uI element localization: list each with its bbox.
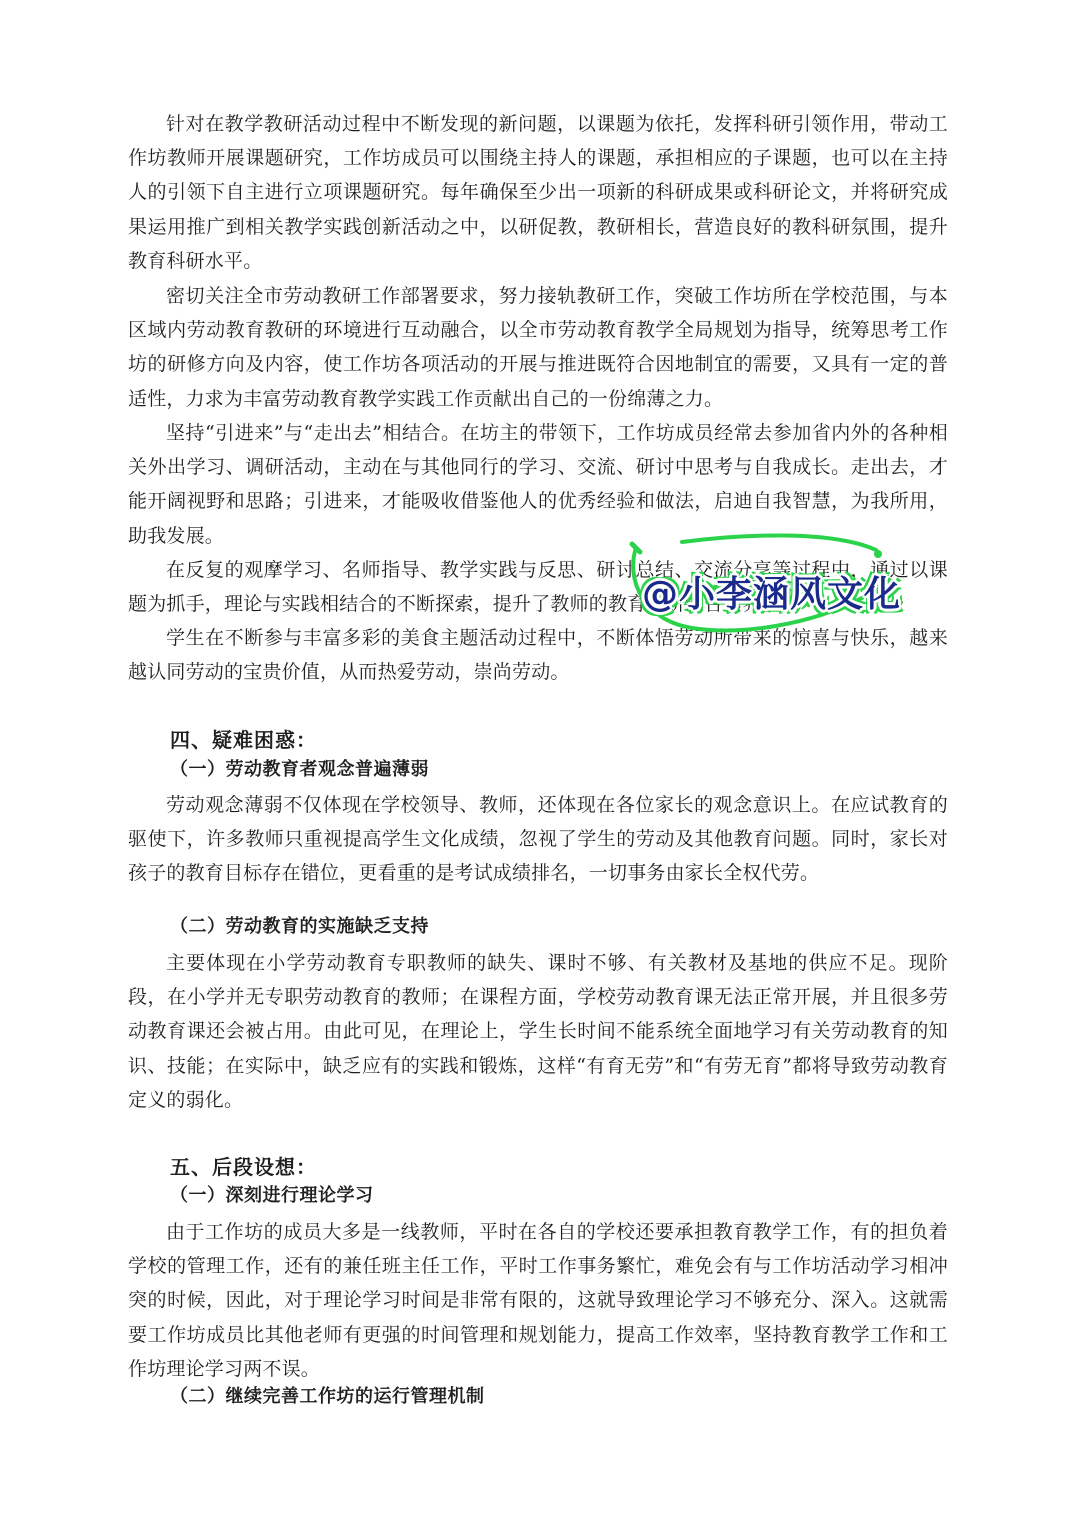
section-heading-future-plans: 五、后段设想： — [170, 1155, 317, 1179]
paragraph-weak-awareness: 劳动观念薄弱不仅体现在学校领导、教师，还体现在各位家长的观念意识上。在应试教育的驱使下，许多教师只重视提高学生文化成绩，忽视了学生的劳动及其他教育问题。同时，家长对孩子的教育目标存在错位，更看重的是考试成绩排名，一切事务由家长全权代劳。 — [128, 794, 948, 885]
paragraph-observation-learning: 在反复的观摩学习、名师指导、教学实践与反思、研讨总结、交流分享等过程中，通过以课题为抓手，理论与实践相结合的不断探索，提升了教师的教育科研综合素养。 — [128, 559, 948, 616]
subheading-weak-awareness: （一）劳动教育者观念普遍薄弱 — [170, 759, 429, 780]
subheading-lack-of-support: （二）劳动教育的实施缺乏支持 — [170, 916, 429, 937]
watermark-text: @小李涵风文化 — [642, 574, 902, 615]
paragraph-bring-in-go-out: 坚持“引进来”与“走出去”相结合。在坊主的带领下，工作坊成员经常去参加省内外的各种相关外出学习、调研活动，主动在与其他同行的学习、交流、研讨中思考与自我成长。走出去，才能开阔视野和思路；引进来，才能吸收借鉴他人的优秀经验和做法，启迪自我智慧，为我所用，助我发展。 — [128, 422, 948, 547]
subheading-management-mechanism: （二）继续完善工作坊的运行管理机制 — [170, 1386, 485, 1407]
paragraph-students-love-labor: 学生在不断参与丰富多彩的美食主题活动过程中，不断体悟劳动所带来的惊喜与快乐，越来越认同劳动的宝贵价值，从而热爱劳动，崇尚劳动。 — [128, 627, 948, 684]
paragraph-lack-of-support: 主要体现在小学劳动教育专职教师的缺失、课时不够、有关教材及基地的供应不足。现阶段，在小学并无专职劳动教育的教师；在课程方面，学校劳动教育课无法正常开展，并且很多劳动教育课还会被占用。由此可见，在理论上，学生长时间不能系统全面地学习有关劳动教育的知识、技能；在实际中，缺乏应有的实践和锻炼，这样“有育无劳”和“有劳无育”都将导致劳动教育定义的弱化。 — [128, 952, 948, 1111]
paragraph-city-teaching-research: 密切关注全市劳动教研工作部署要求，努力接轨教研工作，突破工作坊所在学校范围，与本区域内劳动教育教研的环境进行互动融合，以全市劳动教育教学全局规划为指导，统筹思考工作坊的研修方向及内容，使工作坊各项活动的开展与推进既符合因地制宜的需要，又具有一定的普适性，力求为丰富劳动教育教学实践工作贡献出自己的一份绵薄之力。 — [128, 285, 948, 410]
paragraph-theory-study: 由于工作坊的成员大多是一线教师，平时在各自的学校还要承担教育教学工作，有的担负着学校的管理工作，还有的兼任班主任工作，平时工作事务繁忙，难免会有与工作坊活动学习相冲突的时候，因此，对于理论学习时间是非常有限的，这就导致理论学习不够充分、深入。这就需要工作坊成员比其他老师有更强的时间管理和规划能力，提高工作效率，坚持教育教学工作和工作坊理论学习两不误。 — [128, 1221, 948, 1380]
watermark-overlay — [622, 528, 902, 658]
subheading-theory-study: （一）深刻进行理论学习 — [170, 1185, 374, 1206]
paragraph-research-topics: 针对在教学教研活动过程中不断发现的新问题，以课题为依托，发挥科研引领作用，带动工作坊教师开展课题研究，工作坊成员可以围绕主持人的课题，承担相应的子课题，也可以在主持人的引领下自主进行立项课题研究。每年确保至少出一项新的科研成果或科研论文，并将研究成果运用推广到相关教学实践创新活动之中，以研促教，教研相长，营造良好的教科研氛围，提升教育科研水平。 — [128, 113, 948, 272]
section-heading-difficulties: 四、疑难困惑： — [170, 728, 317, 752]
